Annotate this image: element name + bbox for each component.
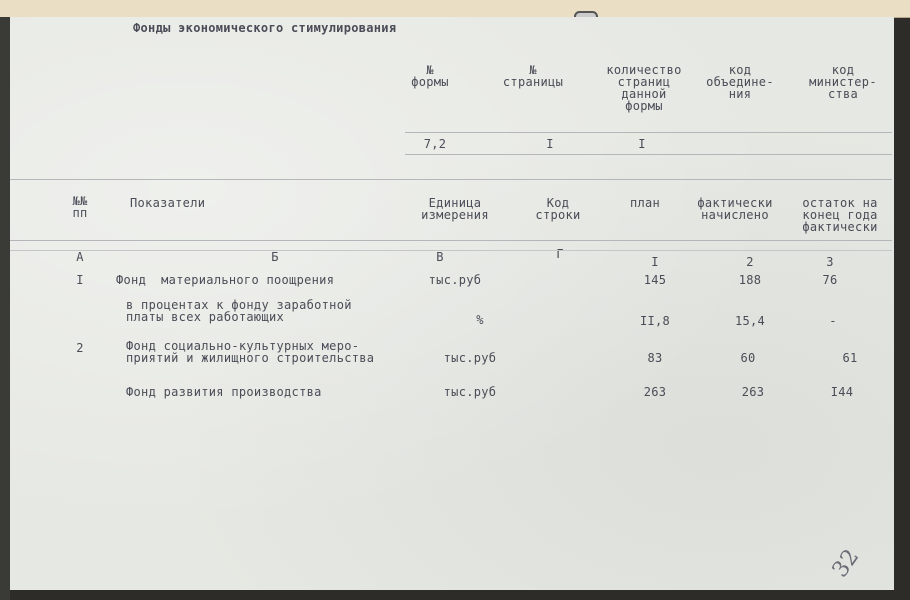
page-number-header: № страницы: [502, 63, 564, 89]
table-row-remainder: -: [829, 314, 837, 328]
table-top-rule: [10, 179, 892, 180]
form-number-header: № формы: [411, 63, 449, 89]
table-row-plan: 145: [643, 273, 667, 287]
page-count-value: I: [638, 137, 646, 151]
binder-edge: [0, 0, 910, 18]
table-row-name: Фонд социально-культурных меро- приятий и жилищного строительства: [126, 339, 375, 365]
form-value-rule: [405, 154, 892, 155]
table-row-name: в процентах к фонду заработной платы всех работающих: [126, 298, 352, 324]
table-row-actual: 263: [741, 385, 765, 399]
association-code-header: код объедине- ния: [706, 63, 774, 101]
page-count-header: количество страниц данной формы: [606, 63, 682, 113]
form-number-value: 7,2: [423, 137, 447, 151]
table-row-num: 2: [76, 341, 84, 355]
table-row-unit: %: [476, 313, 484, 327]
table-row-unit: тыс.руб: [428, 273, 482, 287]
ministry-code-header: код министер- ства: [809, 63, 877, 101]
letter-g: Г: [556, 247, 564, 261]
header-bottom-rule: [10, 240, 892, 241]
handwritten-page-number: 32: [827, 544, 865, 583]
header-unit: Единица измерения: [421, 196, 489, 222]
table-row-actual: 60: [740, 351, 756, 365]
table-row-actual: 15,4: [734, 314, 766, 328]
header-remainder: остаток на конец года фактически: [802, 196, 878, 234]
table-row-remainder: I44: [830, 385, 854, 399]
letter-v: В: [436, 250, 444, 264]
header-indicators: Показатели: [130, 196, 206, 210]
form-header-rule: [405, 132, 892, 133]
table-row-plan: 263: [643, 385, 667, 399]
table-row-unit: тыс.руб: [443, 351, 497, 365]
table-row-unit: тыс.руб: [443, 385, 497, 399]
page-shadow: [0, 17, 10, 600]
header-plan: план: [629, 196, 661, 210]
letter-b: Б: [271, 250, 279, 264]
table-row-plan: II,8: [639, 314, 671, 328]
letter-row-rule: [10, 250, 892, 251]
table-row-num: I: [76, 273, 84, 287]
document-page: [10, 17, 894, 590]
letter-1: I: [651, 255, 659, 269]
table-row-remainder: 61: [842, 351, 858, 365]
letter-2: 2: [746, 255, 754, 269]
page-number-value: I: [546, 137, 554, 151]
header-actual: фактически начислено: [697, 196, 773, 222]
header-line-code: Код строки: [535, 196, 581, 222]
table-row-name: Фонд материального поощрения: [116, 273, 335, 287]
table-row-remainder: 76: [822, 273, 838, 287]
document-title: Фонды экономического стимулирования: [133, 21, 397, 35]
table-row-actual: 188: [738, 273, 762, 287]
letter-a: А: [76, 250, 84, 264]
table-row-plan: 83: [647, 351, 663, 365]
letter-3: 3: [826, 255, 834, 269]
header-num: №№ пп: [72, 194, 88, 220]
table-row-name: Фонд развития производства: [126, 385, 322, 399]
